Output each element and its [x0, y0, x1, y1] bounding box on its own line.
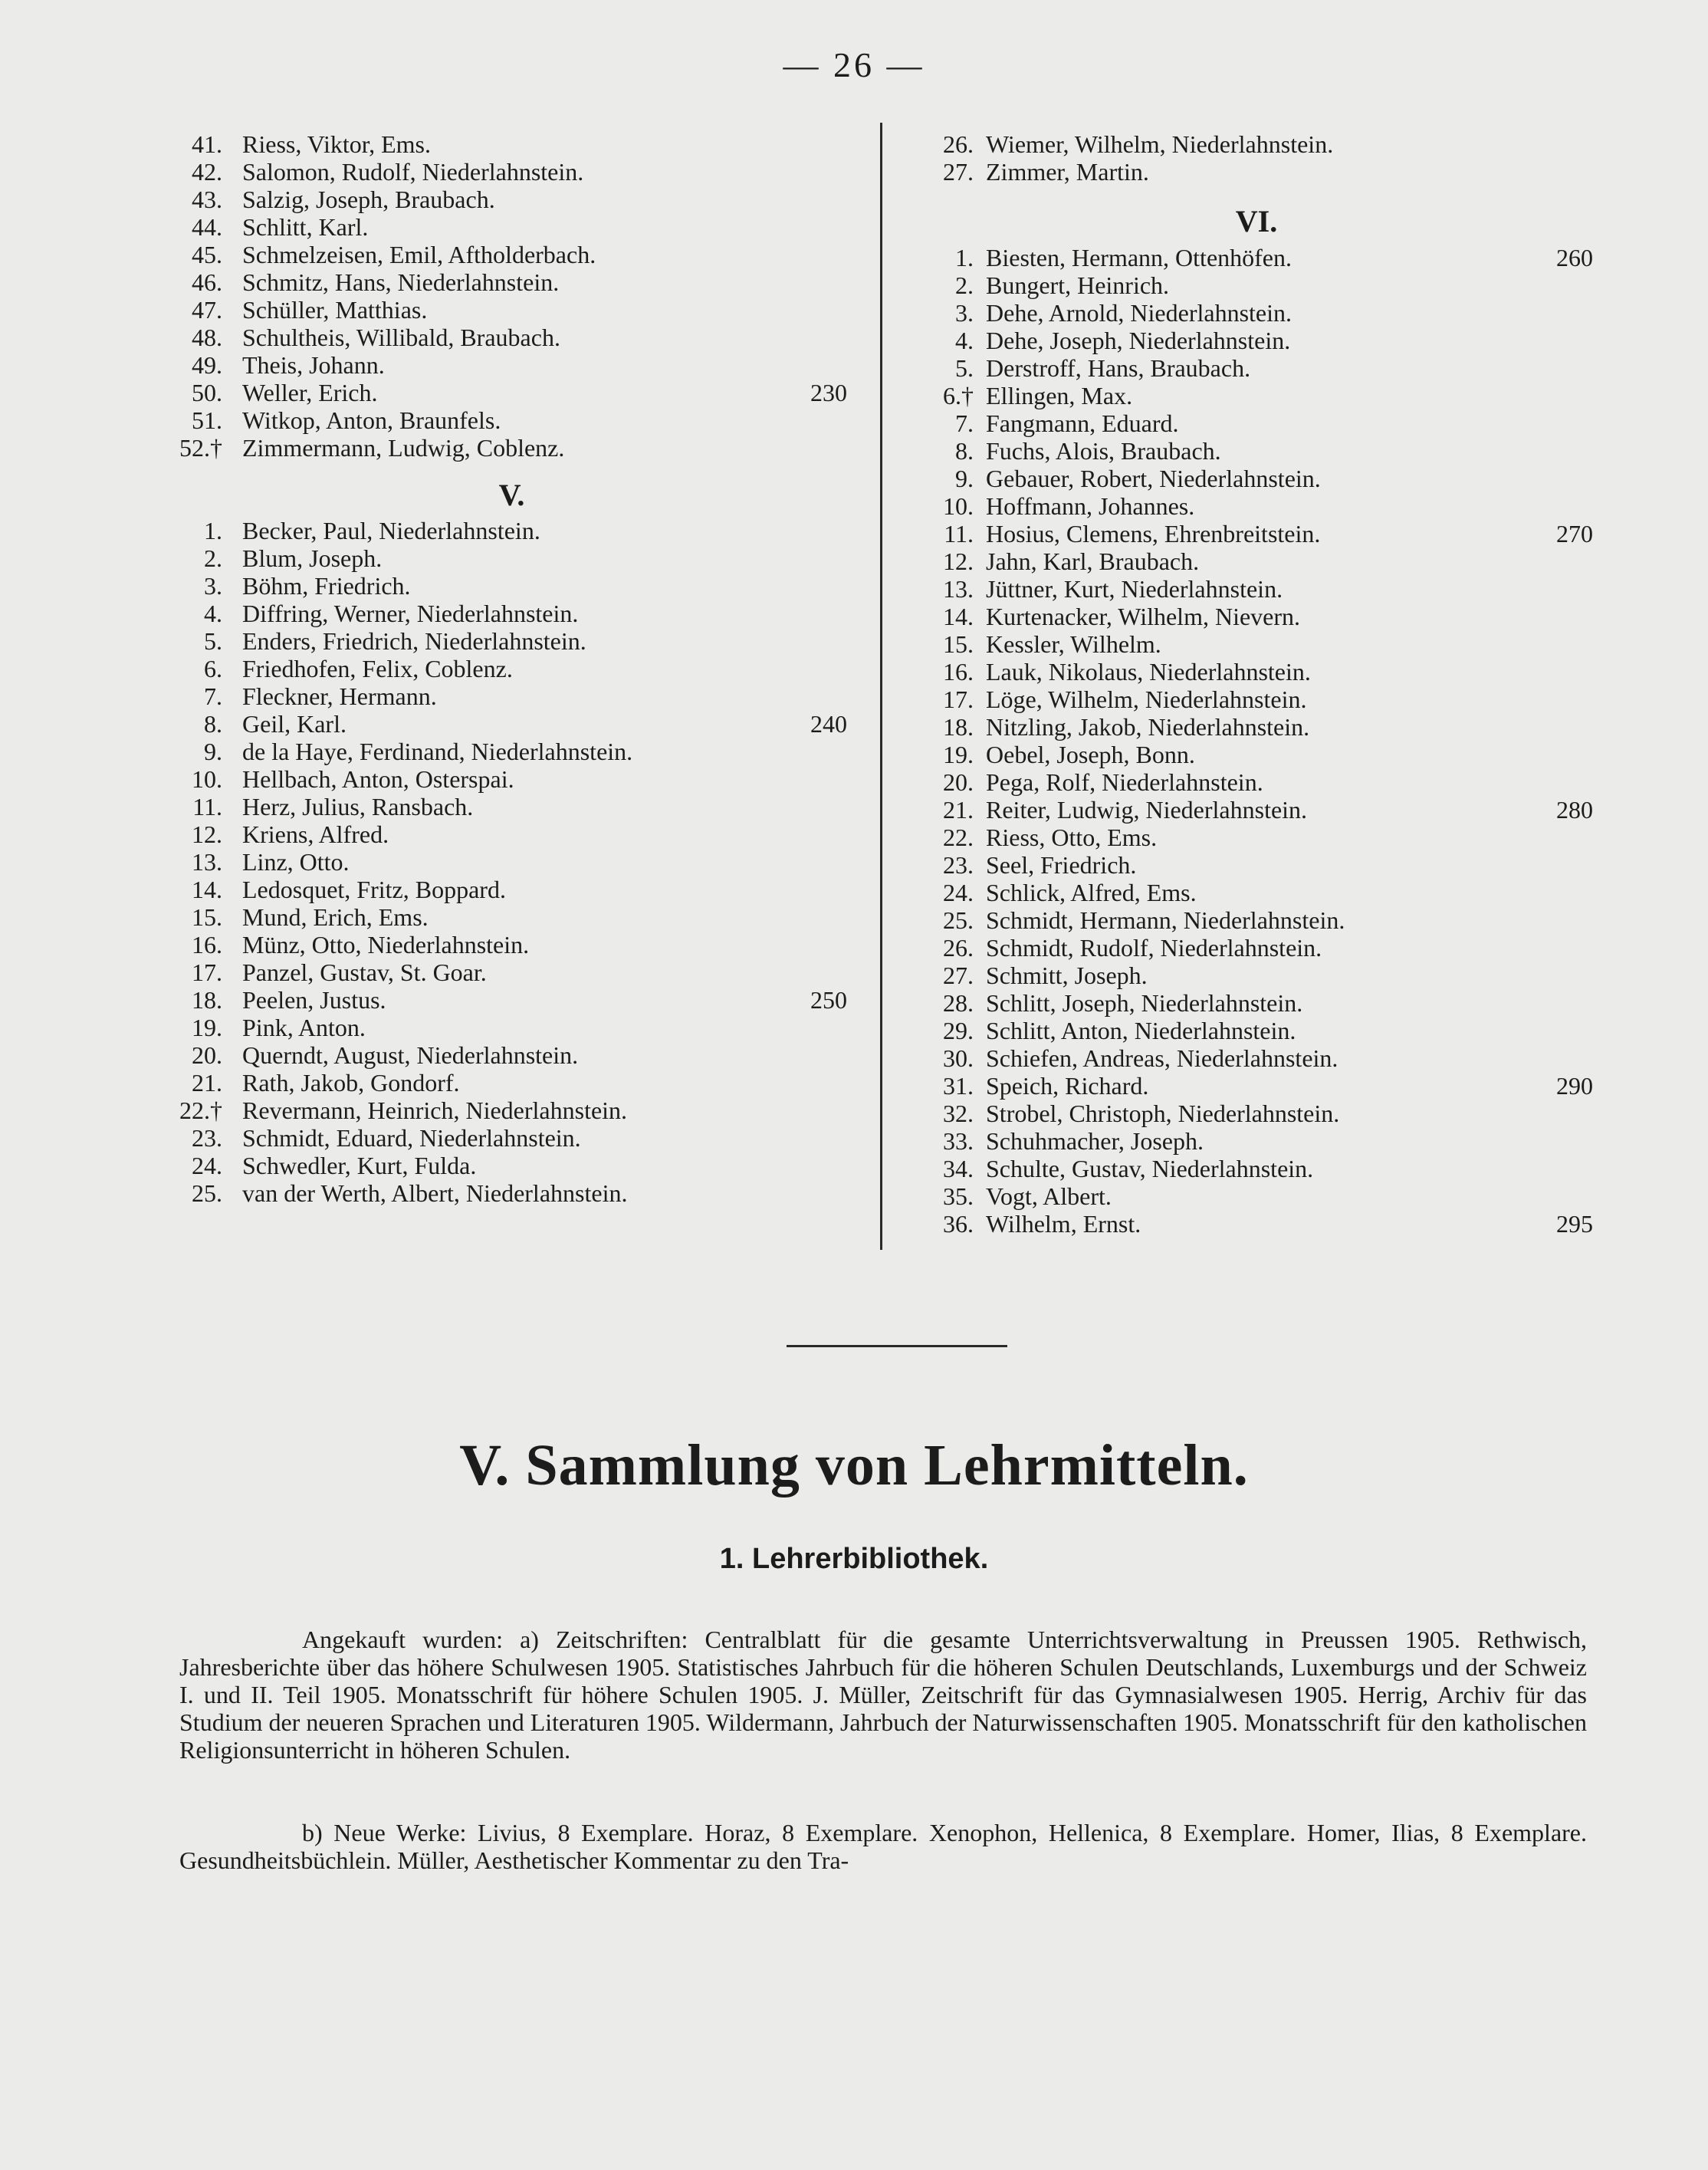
right-section-list	[920, 244, 1593, 1238]
entry-number: 3.	[204, 572, 222, 600]
list-item	[176, 324, 847, 351]
entry-number: 3.	[955, 299, 974, 327]
entry-name: Ellingen, Max.	[986, 382, 1133, 409]
entry-number: 19.	[192, 1014, 222, 1041]
list-item	[920, 768, 1593, 796]
list-item	[920, 1127, 1593, 1155]
entry-name: Schlitt, Anton, Niederlahnstein.	[986, 1017, 1296, 1044]
entry-number: 5.	[204, 627, 222, 655]
list-item	[920, 630, 1593, 658]
list-item	[176, 793, 847, 820]
entry-number: 17.	[192, 958, 222, 986]
entry-number: 47.	[192, 296, 222, 324]
entry-name: Panzel, Gustav, St. Goar.	[242, 958, 487, 986]
entry-number: 48.	[192, 324, 222, 351]
running-count: 270	[1556, 520, 1593, 547]
entry-number: 11.	[944, 520, 974, 547]
entry-number: 16.	[192, 931, 222, 958]
entry-number: 30.	[943, 1044, 974, 1072]
list-item	[176, 296, 847, 324]
entry-number: 35.	[943, 1182, 974, 1210]
entry-number: 23.	[943, 851, 974, 879]
list-item	[176, 1124, 847, 1152]
list-item	[920, 1210, 1593, 1238]
entry-name: Riess, Otto, Ems.	[986, 824, 1158, 851]
list-item	[176, 241, 847, 268]
list-item	[920, 299, 1593, 327]
entry-name: Diffring, Werner, Niederlahnstein.	[242, 600, 579, 627]
entry-number: 51.	[192, 406, 222, 434]
entry-number: 52.†	[179, 434, 222, 462]
entry-number: 8.	[204, 710, 222, 738]
entry-number: 17.	[943, 686, 974, 713]
list-item	[176, 572, 847, 600]
entry-number: 16.	[943, 658, 974, 686]
list-item	[920, 1155, 1593, 1182]
list-item	[920, 879, 1593, 906]
entry-name: Schmidt, Eduard, Niederlahnstein.	[242, 1124, 581, 1152]
entry-name: Wilhelm, Ernst.	[986, 1210, 1141, 1238]
list-item	[920, 603, 1593, 630]
entry-name: Jüttner, Kurt, Niederlahnstein.	[986, 575, 1283, 603]
entry-name: Bungert, Heinrich.	[986, 271, 1170, 299]
entry-name: Mund, Erich, Ems.	[242, 903, 429, 931]
entry-number: 23.	[192, 1124, 222, 1152]
entry-name: Becker, Paul, Niederlahnstein.	[242, 517, 540, 544]
entry-name: de la Haye, Ferdinand, Niederlahnstein.	[242, 738, 633, 765]
entry-number: 25.	[943, 906, 974, 934]
entry-number: 15.	[943, 630, 974, 658]
list-item	[920, 271, 1593, 299]
entry-name: Schmitz, Hans, Niederlahnstein.	[242, 268, 560, 296]
section-subtitle: 1. Lehrerbibliothek.	[719, 1543, 989, 1575]
right-column	[920, 130, 1593, 1238]
entry-number: 31.	[943, 1072, 974, 1100]
entry-number: 43.	[192, 186, 222, 213]
entry-number: 4.	[955, 327, 974, 354]
entry-number: 14.	[943, 603, 974, 630]
entry-number: 32.	[943, 1100, 974, 1127]
entry-name: Enders, Friedrich, Niederlahnstein.	[242, 627, 586, 655]
entry-name: Salomon, Rudolf, Niederlahnstein.	[242, 158, 584, 186]
entry-name: Schlitt, Joseph, Niederlahnstein.	[986, 989, 1303, 1017]
list-item	[176, 738, 847, 765]
list-item	[176, 544, 847, 572]
list-item	[176, 1014, 847, 1041]
entry-name: Lauk, Nikolaus, Niederlahnstein.	[986, 658, 1311, 686]
paragraph-periodicals: Angekauft wurden: a) Zeitschriften: Centralblatt für die gesamte Unterrichtsverwaltung in Preussen 1905. Rethwisch, Jahresberichte über das höhere Schulwesen 1905. Statistisches Jahrbuch für die höheren Schulen Deutschlands, Luxemburgs und der Schweiz I. und II. Teil 1905. Monatsschrift für höhere Schulen 1905. J. Müller, Zeitschrift für das Gymnasialwesen 1905. Herrig, Archiv für das Studium der neueren Sprachen und Literaturen 1905. Wildermann, Jahrbuch der Naturwissenschaften 1905. Monatsschrift für den katholischen Religionsunterricht in höheren Schulen.	[179, 1626, 1587, 1764]
entry-name: Geil, Karl.	[242, 710, 347, 738]
entry-name: Jahn, Karl, Braubach.	[986, 547, 1200, 575]
entry-name: Nitzling, Jakob, Niederlahnstein.	[986, 713, 1310, 741]
entry-number: 7.	[955, 409, 974, 437]
entry-number: 44.	[192, 213, 222, 241]
entry-number: 36.	[943, 1210, 974, 1238]
left-section-list	[176, 517, 847, 1207]
list-item	[920, 130, 1593, 158]
entry-name: Schiefen, Andreas, Niederlahnstein.	[986, 1044, 1338, 1072]
entry-number: 27.	[943, 158, 974, 186]
list-item	[920, 1072, 1593, 1100]
list-item	[920, 1017, 1593, 1044]
section-heading-v: V.	[498, 478, 525, 512]
entry-name: Schmidt, Hermann, Niederlahnstein.	[986, 906, 1345, 934]
list-item	[176, 379, 847, 406]
entry-name: Gebauer, Robert, Niederlahnstein.	[986, 465, 1321, 492]
list-item	[176, 682, 847, 710]
entry-name: Linz, Otto.	[242, 848, 350, 876]
entry-number: 41.	[192, 130, 222, 158]
right-top-list	[920, 130, 1593, 186]
entry-number: 45.	[192, 241, 222, 268]
running-count: 260	[1556, 244, 1593, 271]
list-item	[176, 655, 847, 682]
entry-number: 20.	[943, 768, 974, 796]
list-item	[920, 465, 1593, 492]
list-item	[176, 848, 847, 876]
entry-name: Querndt, August, Niederlahnstein.	[242, 1041, 579, 1069]
entry-name: Friedhofen, Felix, Coblenz.	[242, 655, 513, 682]
entry-name: Kessler, Wilhelm.	[986, 630, 1161, 658]
entry-name: Biesten, Hermann, Ottenhöfen.	[986, 244, 1292, 271]
entry-number: 26.	[943, 934, 974, 962]
running-count: 290	[1556, 1072, 1593, 1100]
entry-number: 19.	[943, 741, 974, 768]
entry-name: Schlitt, Karl.	[242, 213, 369, 241]
section-heading-vi: VI.	[1235, 204, 1278, 238]
entry-name: Oebel, Joseph, Bonn.	[986, 741, 1195, 768]
page-number: — 26 —	[783, 45, 925, 84]
entry-name: Hosius, Clemens, Ehrenbreitstein.	[986, 520, 1321, 547]
list-item	[920, 1182, 1593, 1210]
entry-name: Pink, Anton.	[242, 1014, 366, 1041]
list-item	[176, 434, 847, 462]
list-item	[176, 268, 847, 296]
entry-name: Herz, Julius, Ransbach.	[242, 793, 474, 820]
entry-name: Zimmer, Martin.	[986, 158, 1149, 186]
list-item	[176, 765, 847, 793]
entry-name: Seel, Friedrich.	[986, 851, 1137, 879]
entry-name: Schulte, Gustav, Niederlahnstein.	[986, 1155, 1314, 1182]
entry-name: Schmitt, Joseph.	[986, 962, 1148, 989]
entry-number: 1.	[204, 517, 222, 544]
list-item	[176, 186, 847, 213]
list-item	[920, 382, 1593, 409]
list-item	[176, 1152, 847, 1179]
entry-number: 1.	[955, 244, 974, 271]
entry-number: 12.	[943, 547, 974, 575]
list-item	[920, 1044, 1593, 1072]
list-item	[176, 406, 847, 434]
entry-name: Derstroff, Hans, Braubach.	[986, 354, 1251, 382]
list-item	[920, 713, 1593, 741]
list-item	[920, 547, 1593, 575]
running-count: 230	[810, 379, 847, 406]
entry-number: 21.	[192, 1069, 222, 1097]
list-item	[920, 327, 1593, 354]
entry-name: Schmelzeisen, Emil, Aftholderbach.	[242, 241, 596, 268]
entry-name: van der Werth, Albert, Niederlahnstein.	[242, 1179, 628, 1207]
entry-number: 33.	[943, 1127, 974, 1155]
entry-name: Münz, Otto, Niederlahnstein.	[242, 931, 530, 958]
entry-name: Kurtenacker, Wilhelm, Nievern.	[986, 603, 1301, 630]
entry-number: 46.	[192, 268, 222, 296]
paragraph-new-works: b) Neue Werke: Livius, 8 Exemplare. Horaz, 8 Exemplare. Xenophon, Hellenica, 8 Exemplare. Homer, Ilias, 8 Exemplare. Gesundheitsbüchlein. Müller, Aesthetischer Kommentar zu den Tra-	[179, 1819, 1587, 1874]
list-item	[176, 1179, 847, 1207]
entry-name: Witkop, Anton, Braunfels.	[242, 406, 501, 434]
entry-name: Fuchs, Alois, Braubach.	[986, 437, 1221, 465]
entry-number: 4.	[204, 600, 222, 627]
entry-name: Peelen, Justus.	[242, 986, 386, 1014]
entry-name: Kriens, Alfred.	[242, 820, 389, 848]
entry-number: 7.	[204, 682, 222, 710]
entry-name: Reiter, Ludwig, Niederlahnstein.	[986, 796, 1308, 824]
list-item	[176, 820, 847, 848]
list-item	[920, 244, 1593, 271]
entry-number: 11.	[192, 793, 222, 820]
entry-name: Pega, Rolf, Niederlahnstein.	[986, 768, 1263, 796]
list-item	[920, 686, 1593, 713]
entry-name: Rath, Jakob, Gondorf.	[242, 1069, 460, 1097]
list-item	[920, 796, 1593, 824]
list-item	[176, 710, 847, 738]
entry-number: 10.	[192, 765, 222, 793]
entry-number: 5.	[955, 354, 974, 382]
entry-number: 14.	[192, 876, 222, 903]
list-item	[176, 958, 847, 986]
list-item	[176, 351, 847, 379]
list-item	[920, 962, 1593, 989]
entry-name: Speich, Richard.	[986, 1072, 1149, 1100]
entry-number: 9.	[955, 465, 974, 492]
list-item	[176, 986, 847, 1014]
entry-name: Schuhmacher, Joseph.	[986, 1127, 1204, 1155]
entry-number: 50.	[192, 379, 222, 406]
entry-name: Wiemer, Wilhelm, Niederlahnstein.	[986, 130, 1334, 158]
list-item	[920, 354, 1593, 382]
running-count: 295	[1556, 1210, 1593, 1238]
entry-number: 18.	[943, 713, 974, 741]
entry-name: Hoffmann, Johannes.	[986, 492, 1195, 520]
entry-number: 28.	[943, 989, 974, 1017]
entry-number: 12.	[192, 820, 222, 848]
entry-name: Schüller, Matthias.	[242, 296, 428, 324]
entry-name: Weller, Erich.	[242, 379, 378, 406]
entry-number: 22.	[943, 824, 974, 851]
entry-number: 20.	[192, 1041, 222, 1069]
entry-name: Ledosquet, Fritz, Boppard.	[242, 876, 506, 903]
entry-number: 34.	[943, 1155, 974, 1182]
list-item	[176, 130, 847, 158]
list-item	[920, 906, 1593, 934]
column-divider	[880, 123, 882, 1250]
entry-name: Dehe, Joseph, Niederlahnstein.	[986, 327, 1291, 354]
entry-name: Dehe, Arnold, Niederlahnstein.	[986, 299, 1292, 327]
entry-name: Revermann, Heinrich, Niederlahnstein.	[242, 1097, 628, 1124]
list-item	[176, 931, 847, 958]
entry-name: Schlick, Alfred, Ems.	[986, 879, 1197, 906]
entry-number: 6.†	[943, 382, 974, 409]
entry-number: 49.	[192, 351, 222, 379]
entry-number: 42.	[192, 158, 222, 186]
entry-name: Zimmermann, Ludwig, Coblenz.	[242, 434, 565, 462]
list-item	[920, 1100, 1593, 1127]
entry-number: 21.	[943, 796, 974, 824]
list-item	[920, 851, 1593, 879]
entry-number: 13.	[192, 848, 222, 876]
entry-number: 18.	[192, 986, 222, 1014]
section-title: V. Sammlung von Lehrmitteln.	[459, 1433, 1249, 1498]
list-item	[176, 1097, 847, 1124]
entry-number: 9.	[204, 738, 222, 765]
entry-number: 27.	[943, 962, 974, 989]
entry-number: 2.	[204, 544, 222, 572]
list-item	[920, 741, 1593, 768]
entry-name: Löge, Wilhelm, Niederlahnstein.	[986, 686, 1307, 713]
entry-name: Fleckner, Hermann.	[242, 682, 437, 710]
list-item	[176, 213, 847, 241]
list-item	[176, 158, 847, 186]
entry-name: Schwedler, Kurt, Fulda.	[242, 1152, 477, 1179]
entry-name: Schmidt, Rudolf, Niederlahnstein.	[986, 934, 1322, 962]
list-item	[920, 409, 1593, 437]
entry-number: 24.	[192, 1152, 222, 1179]
entry-number: 2.	[955, 271, 974, 299]
entry-number: 13.	[943, 575, 974, 603]
list-item	[920, 492, 1593, 520]
left-top-list	[176, 130, 847, 462]
list-item	[920, 934, 1593, 962]
entry-name: Salzig, Joseph, Braubach.	[242, 186, 495, 213]
entry-name: Hellbach, Anton, Osterspai.	[242, 765, 514, 793]
list-item	[920, 520, 1593, 547]
entry-number: 29.	[943, 1017, 974, 1044]
entry-number: 25.	[192, 1179, 222, 1207]
entry-name: Blum, Joseph.	[242, 544, 383, 572]
entry-name: Böhm, Friedrich.	[242, 572, 411, 600]
list-item	[920, 658, 1593, 686]
entry-number: 22.†	[179, 1097, 222, 1124]
entry-number: 24.	[943, 879, 974, 906]
entry-number: 26.	[943, 130, 974, 158]
list-item	[176, 903, 847, 931]
list-item	[920, 989, 1593, 1017]
entry-number: 6.	[204, 655, 222, 682]
list-item	[920, 437, 1593, 465]
section-separator-rule	[787, 1345, 1007, 1347]
entry-name: Schultheis, Willibald, Braubach.	[242, 324, 560, 351]
list-item	[920, 824, 1593, 851]
entry-name: Fangmann, Eduard.	[986, 409, 1179, 437]
list-item	[176, 1041, 847, 1069]
entry-number: 10.	[943, 492, 974, 520]
entry-name: Vogt, Albert.	[986, 1182, 1112, 1210]
entry-number: 8.	[955, 437, 974, 465]
running-count: 280	[1556, 796, 1593, 824]
running-count: 240	[810, 710, 847, 738]
entry-name: Riess, Viktor, Ems.	[242, 130, 431, 158]
left-column	[176, 130, 847, 1207]
list-item	[920, 575, 1593, 603]
list-item	[176, 600, 847, 627]
entry-number: 15.	[192, 903, 222, 931]
entry-name: Theis, Johann.	[242, 351, 385, 379]
list-item	[176, 1069, 847, 1097]
list-item	[176, 517, 847, 544]
entry-name: Strobel, Christoph, Niederlahnstein.	[986, 1100, 1340, 1127]
list-item	[176, 627, 847, 655]
list-item	[920, 158, 1593, 186]
list-item	[176, 876, 847, 903]
running-count: 250	[810, 986, 847, 1014]
